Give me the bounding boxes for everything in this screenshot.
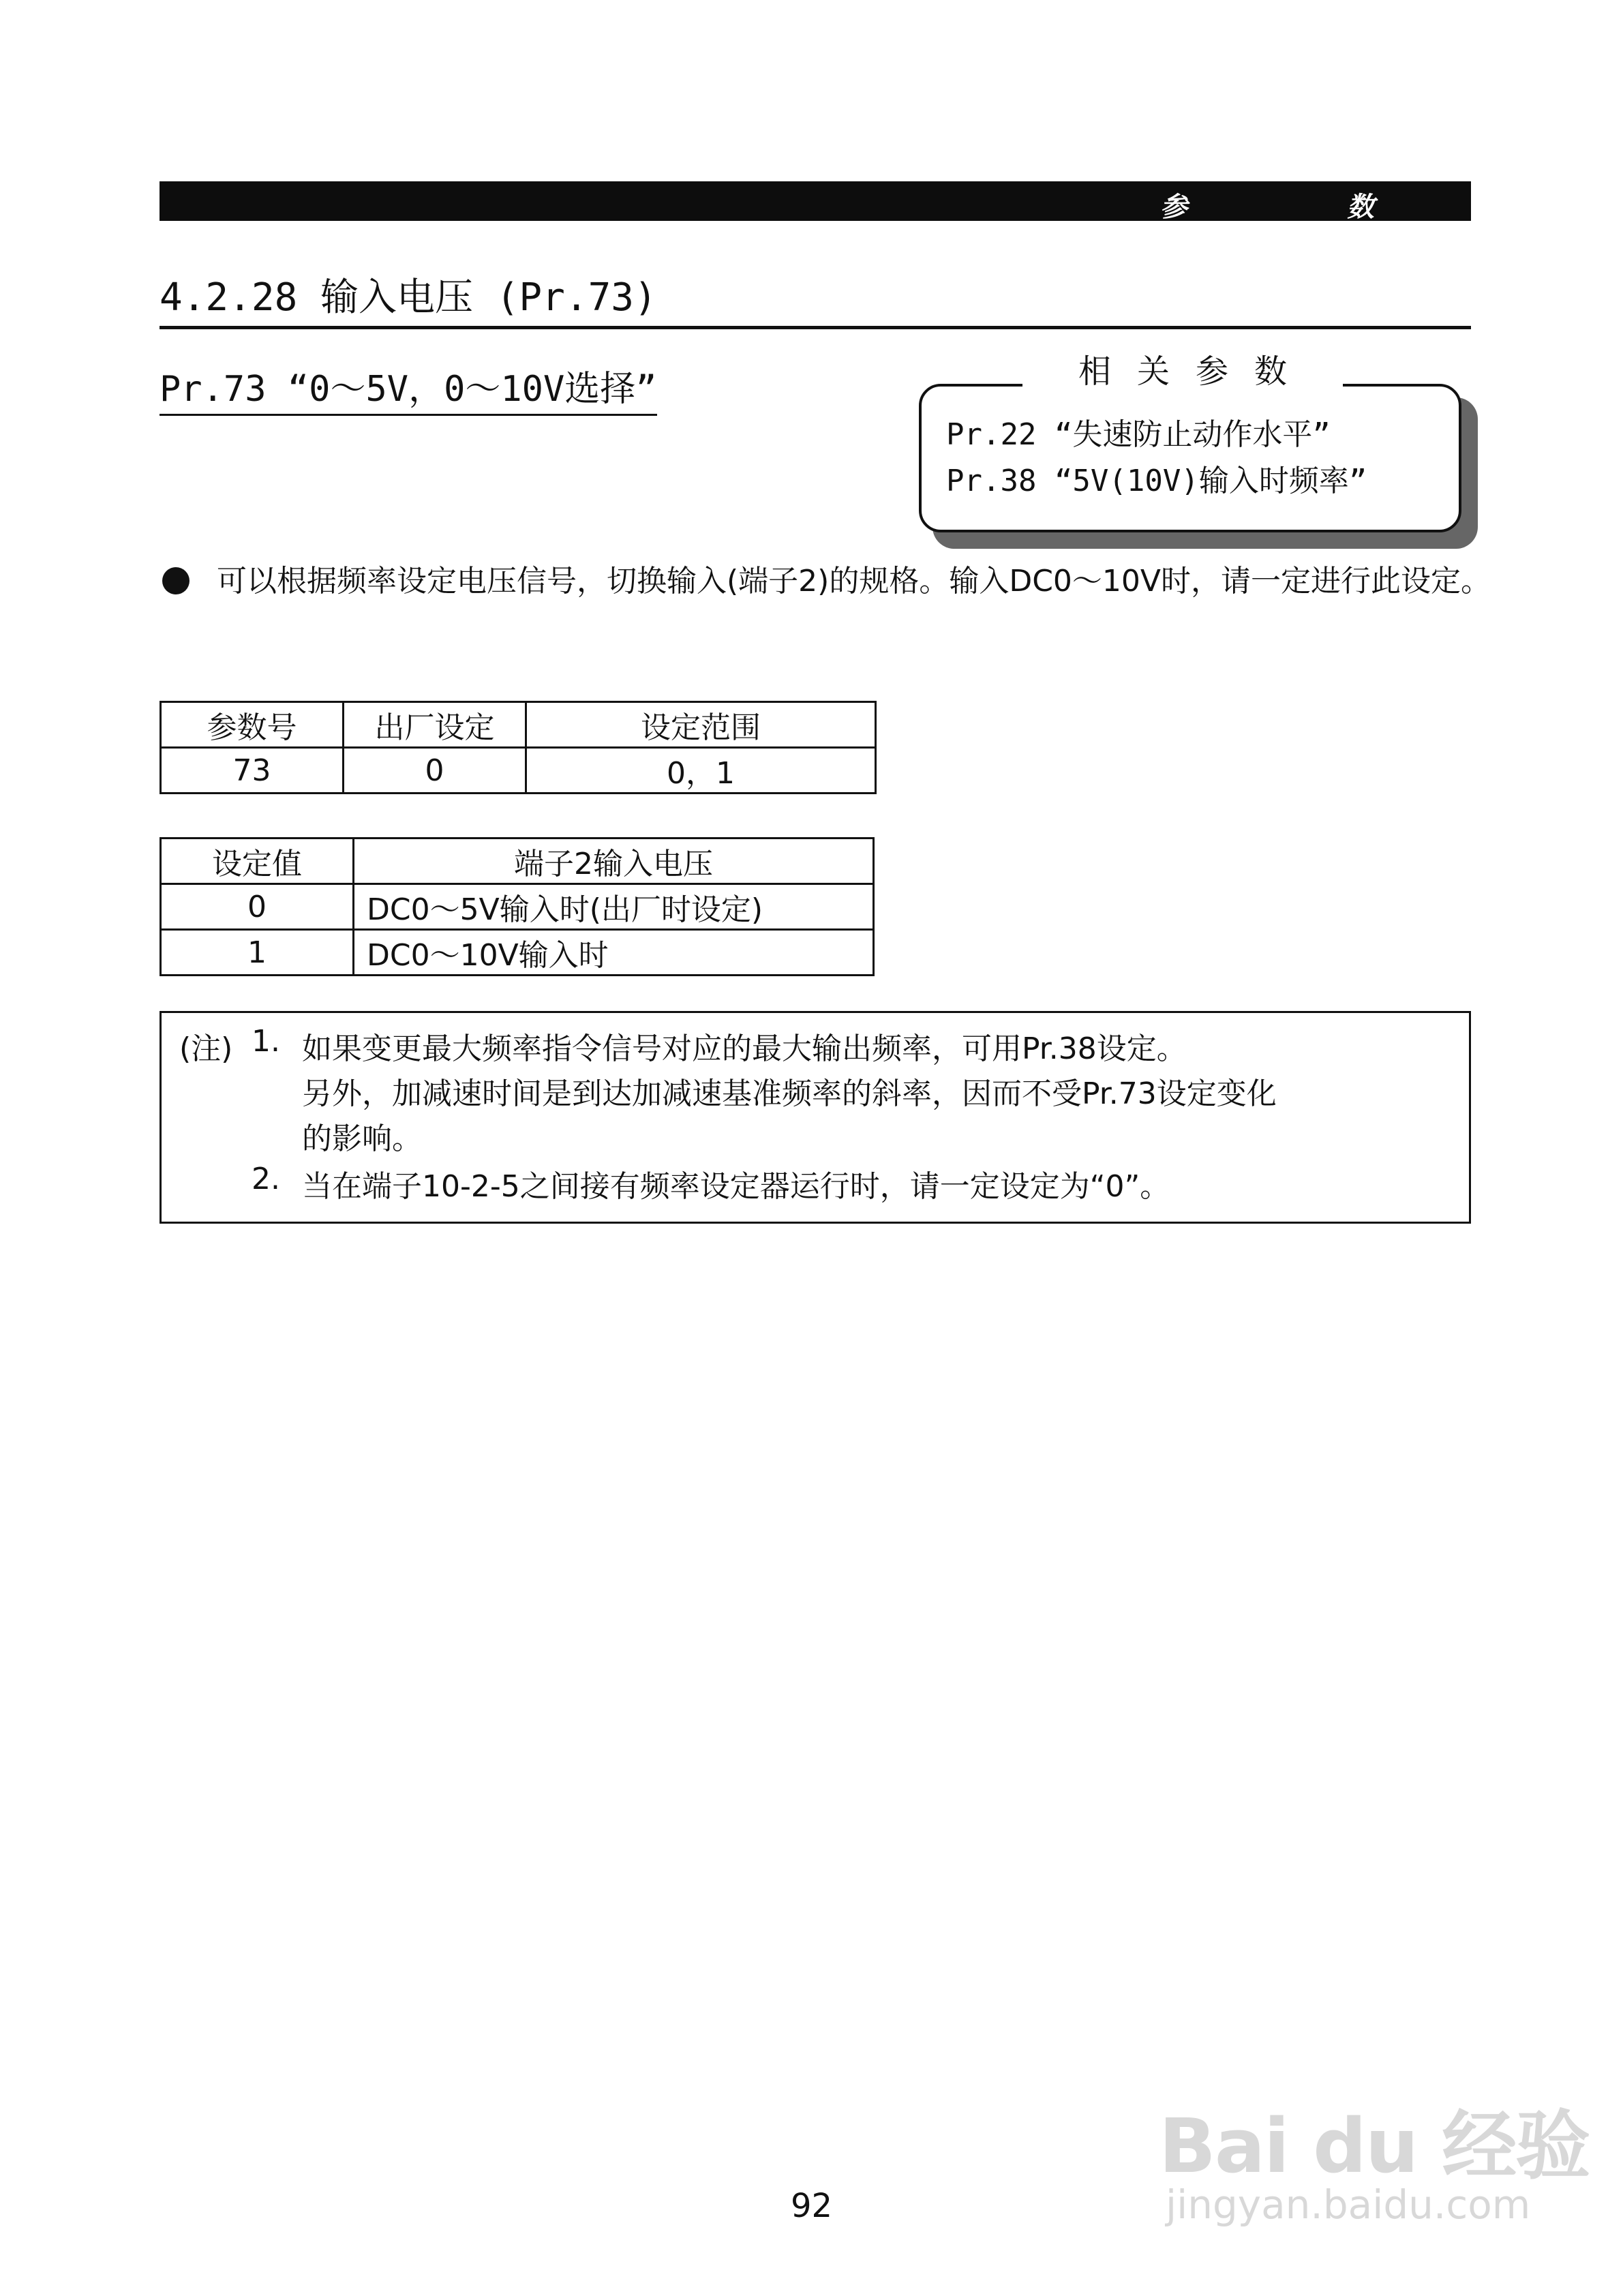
notes-prefix: (注) <box>179 1031 233 1066</box>
note-number: 2. <box>252 1162 280 1196</box>
description-text: 可以根据频率设定电压信号，切换输入(端子2)的规格。输入DC0～10V时，请一定进行此设定。 <box>217 564 1491 599</box>
watermark <box>1159 2072 1590 2236</box>
table-header-row <box>161 839 874 884</box>
table-cell: DC0～5V输入时(出厂时设定) <box>354 884 874 930</box>
setting-value-table <box>160 837 875 976</box>
param-subtitle: Pr.73 “0～5V，0～10V选择” <box>160 360 657 416</box>
note-line: 如果变更最大频率指令信号对应的最大输出频率，可用Pr.38设定。 <box>302 1031 1187 1066</box>
note-number: 1. <box>252 1024 280 1059</box>
header-bar <box>160 181 1471 221</box>
table-header-cell: 参数号 <box>161 702 344 748</box>
table-cell: 0 <box>161 884 354 930</box>
section-divider <box>160 326 1471 329</box>
page-number: 92 <box>790 2187 833 2225</box>
related-item: Pr.22 “失速防止动作水平” <box>946 417 1331 452</box>
notes-box <box>160 1011 1471 1224</box>
table-header-cell: 端子2输入电压 <box>354 839 874 884</box>
related-params-list <box>946 412 1367 504</box>
table-header-row <box>161 702 876 748</box>
header-char-1: 参 <box>1160 192 1187 223</box>
header-char-2: 数 <box>1347 192 1374 223</box>
note-line: 的影响。 <box>302 1121 422 1156</box>
table-cell: 73 <box>161 748 344 794</box>
related-params-title: 相关参数 <box>1022 348 1343 395</box>
parameter-range-table <box>160 701 877 794</box>
table-cell: DC0～10V输入时 <box>354 930 874 976</box>
section-title: 4.2.28 输入电压 (Pr.73) <box>160 275 657 320</box>
table-row <box>161 930 874 976</box>
table-cell: 1 <box>161 930 354 976</box>
table-cell: 0 <box>344 748 526 794</box>
table-header-cell: 设定范围 <box>526 702 876 748</box>
table-row <box>161 748 876 794</box>
table-header-cell: 设定值 <box>161 839 354 884</box>
watermark-url: jingyan.baidu.com <box>1166 2181 1531 2228</box>
watermark-logo: Bai du 经验 <box>1159 2102 1590 2190</box>
bullet-icon <box>162 567 189 594</box>
related-item: Pr.38 “5V(10V)输入时频率” <box>946 464 1367 498</box>
table-header-cell: 出厂设定 <box>344 702 526 748</box>
note-line: 当在端子10-2-5之间接有频率设定器运行时，请一定设定为“0”。 <box>302 1169 1170 1204</box>
table-cell: 0，1 <box>526 748 876 794</box>
note-line: 另外，加减速时间是到达加减速基准频率的斜率，因而不受Pr.73设定变化 <box>302 1076 1277 1111</box>
table-row <box>161 884 874 930</box>
